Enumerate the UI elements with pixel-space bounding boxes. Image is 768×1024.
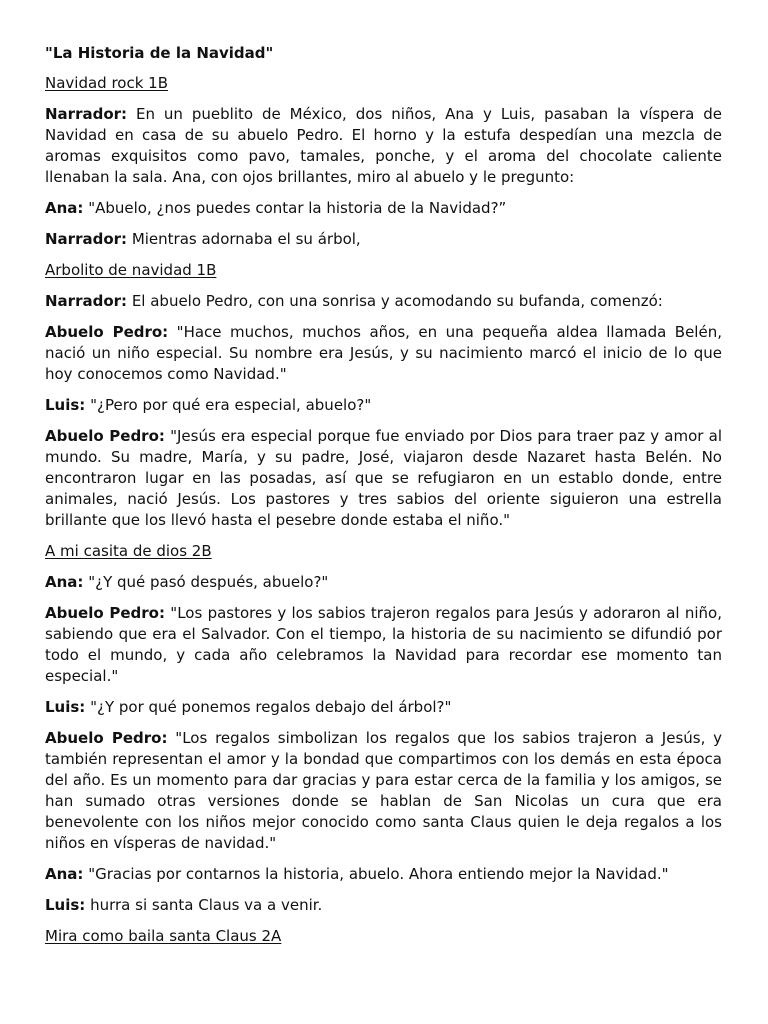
speaker-label: Luis: <box>45 396 86 414</box>
dialogue-line <box>45 603 722 687</box>
dialogue-text: "¿Y por qué ponemos regalos debajo del árbol?" <box>90 698 452 716</box>
speaker-label: Abuelo Pedro: <box>45 427 165 445</box>
speaker-label: Luis: <box>45 896 86 914</box>
dialogue-line <box>45 229 722 250</box>
dialogue-text: "Hace muchos, muchos años, en una pequeña aldea llamada Belén, nació un niño especial. Su nombre era Jesús, y su nacimiento marcó el inicio de lo que hoy conocemos como Navidad." <box>45 323 722 383</box>
dialogue-text: hurra si santa Claus va a venir. <box>90 896 323 914</box>
dialogue-line <box>45 895 722 916</box>
speaker-label: Luis: <box>45 698 86 716</box>
dialogue-text: "Jesús era especial porque fue enviado por Dios para traer paz y amor al mundo. Su madre, María, y su padre, José, viajaron desde Nazaret hasta Belén. No encontraron lugar en las posadas, así que se refugiaron en un establo donde, entre animales, nació Jesús. Los pastores y tres sabios del oriente siguieron una estrella brillante que los llevó hasta el pesebre donde estaba el niño." <box>45 427 722 529</box>
dialogue-text: "Abuelo, ¿nos puedes contar la historia de la Navidad?” <box>88 199 507 217</box>
dialogue-line <box>45 697 722 718</box>
song-heading: A mi casita de dios 2B <box>45 542 212 560</box>
song-heading: Mira como baila santa Claus 2A <box>45 927 282 945</box>
dialogue-line <box>45 426 722 531</box>
dialogue-line <box>45 322 722 385</box>
dialogue-line <box>45 291 722 312</box>
dialogue-text: El abuelo Pedro, con una sonrisa y acomodando su bufanda, comenzó: <box>131 292 663 310</box>
dialogue-text: En un pueblito de México, dos niños, Ana y Luis, pasaban la víspera de Navidad en casa de su abuelo Pedro. El horno y la estufa despedían una mezcla de aromas exquisitos como pavo, tamales, ponche, y el aroma del chocolate caliente llenaban la sala. Ana, con ojos brillantes, miro al abuelo y le pregunto: <box>45 105 722 186</box>
dialogue-line <box>45 864 722 885</box>
dialogue-text: "¿Pero por qué era especial, abuelo?" <box>90 396 372 414</box>
dialogue-line <box>45 198 722 219</box>
dialogue-text: "Gracias por contarnos la historia, abuelo. Ahora entiendo mejor la Navidad." <box>88 865 669 883</box>
dialogue-text: "Los pastores y los sabios trajeron regalos para Jesús y adoraron al niño, sabiendo que era el Salvador. Con el tiempo, la historia de su nacimiento se difundió por todo el mundo, y cada año celebramos la Navidad para recordar ese momento tan especial." <box>45 604 722 685</box>
speaker-label: Narrador: <box>45 105 128 123</box>
speaker-label: Narrador: <box>45 292 128 310</box>
speaker-label: Ana: <box>45 865 84 883</box>
dialogue-text: "Los regalos simbolizan los regalos que los sabios trajeron a Jesús, y también representan el amor y la bondad que compartimos con los demás en esta época del año. Es un momento para dar gracias y para estar cerca de la familia y los amigos, se han sumado otras versiones donde se hablan de San Nicolas un cura que era benevolente con los niños mejor conocido como santa Claus quien le deja regalos a los niños en vísperas de navidad." <box>45 729 723 852</box>
song-heading: Arbolito de navidad 1B <box>45 261 217 279</box>
speaker-label: Narrador: <box>45 230 128 248</box>
speaker-label: Abuelo Pedro: <box>45 729 168 747</box>
speaker-label: Abuelo Pedro: <box>45 323 169 341</box>
song-heading: Navidad rock 1B <box>45 74 169 92</box>
dialogue-text: "¿Y qué pasó después, abuelo?" <box>88 573 329 591</box>
document-title: "La Historia de la Navidad" <box>45 44 274 62</box>
dialogue-line <box>45 572 722 593</box>
speaker-label: Ana: <box>45 199 84 217</box>
dialogue-line <box>45 395 722 416</box>
speaker-label: Ana: <box>45 573 84 591</box>
dialogue-text: Mientras adornaba el su árbol, <box>131 230 361 248</box>
dialogue-line <box>45 728 722 854</box>
dialogue-line <box>45 104 722 188</box>
speaker-label: Abuelo Pedro: <box>45 604 165 622</box>
